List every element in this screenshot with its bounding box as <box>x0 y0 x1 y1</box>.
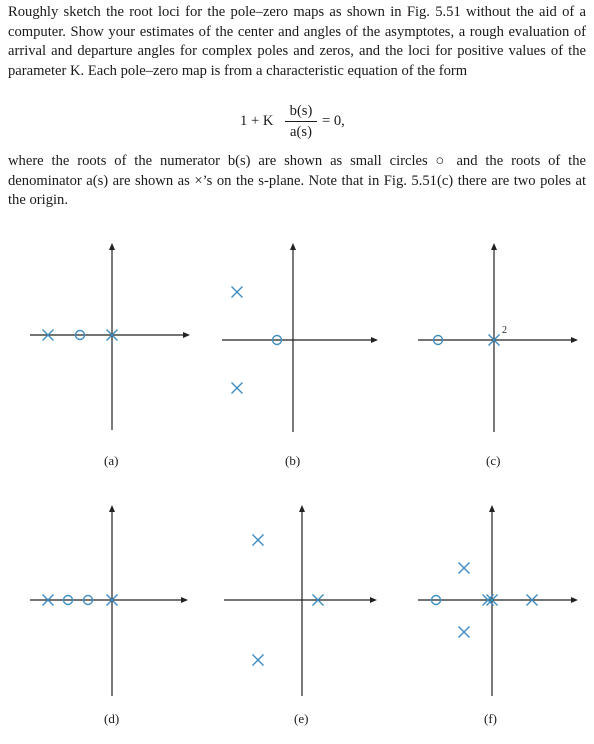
pole-marker <box>232 287 243 298</box>
pole-marker <box>253 655 264 666</box>
real-axis-arrow <box>181 597 188 603</box>
imaginary-axis-arrow <box>109 505 115 512</box>
pole-marker <box>459 627 470 638</box>
equation-rhs: = 0, <box>322 113 345 129</box>
imaginary-axis-arrow <box>489 505 495 512</box>
panel-c <box>418 243 578 468</box>
pole-marker <box>232 383 243 394</box>
imaginary-axis-arrow <box>109 243 115 250</box>
panel-caption: (e) <box>294 711 309 726</box>
panel-b <box>222 243 378 468</box>
pole-marker <box>459 563 470 574</box>
imaginary-axis-arrow <box>299 505 305 512</box>
panel-caption: (d) <box>104 711 120 726</box>
real-axis-arrow <box>183 332 190 338</box>
real-axis-arrow <box>371 337 378 343</box>
pole-multiplicity-label: 2 <box>502 325 507 336</box>
panel-caption: (f) <box>484 711 497 726</box>
equation-lhs: 1 + K <box>240 113 274 129</box>
real-axis-arrow <box>571 597 578 603</box>
equation-denominator: a(s) <box>290 124 312 140</box>
panel-d <box>30 505 188 726</box>
panel-caption: (c) <box>486 453 501 468</box>
pole-marker <box>253 535 264 546</box>
panel-caption: (b) <box>285 453 301 468</box>
panel-e <box>224 505 377 726</box>
panel-a <box>30 243 190 468</box>
panel-f <box>418 505 578 726</box>
equation-numerator: b(s) <box>289 103 313 119</box>
imaginary-axis-arrow <box>290 243 296 250</box>
panel-caption: (a) <box>104 453 119 468</box>
real-axis-arrow <box>370 597 377 603</box>
real-axis-arrow <box>571 337 578 343</box>
problem-text: Roughly sketch the root loci for the pole–zero maps as shown in Fig. 5.51 without the aid of a computer. Show your estimates of the center and angles of the asymptotes, a rough evaluation of arrival and departure angles for complex poles and zeros, and the loci for positive values of the parameter K. Each pole–zero map is from a characteristic equation of the form <box>8 4 586 79</box>
note-text: where the roots of the numerator b(s) are shown as small circles ○ and the roots of the denominator a(s) are shown as ×’s on the s-plane. Note that in Fig. 5.51(c) there are two poles at the origin. <box>8 153 586 208</box>
imaginary-axis-arrow <box>491 243 497 250</box>
